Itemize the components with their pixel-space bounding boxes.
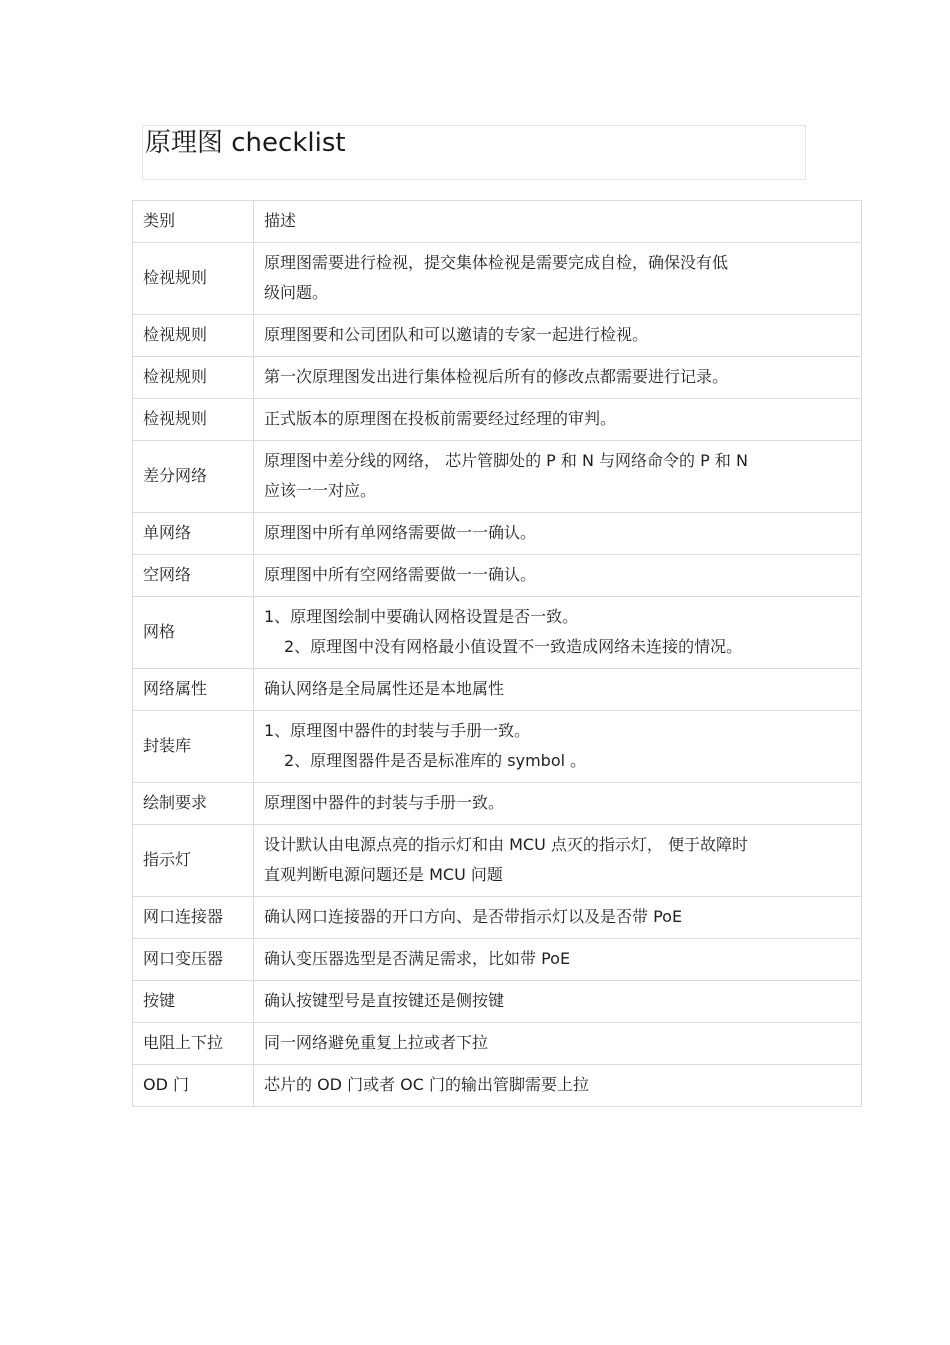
row-description	[254, 597, 862, 669]
row-category: 指示灯	[133, 825, 254, 897]
row-description	[254, 399, 862, 441]
row-category: 绘制要求	[133, 783, 254, 825]
row-description	[254, 711, 862, 783]
row-category: 检视规则	[133, 315, 254, 357]
description-line: 原理图需要进行检视，提交集体检视是需要完成自检，确保没有低	[264, 253, 729, 272]
row-description	[254, 513, 862, 555]
row-category: 电阻上下拉	[133, 1023, 254, 1065]
description-line: 2、原理图中没有网格最小值设置不一致造成网络未连接的情况。	[284, 637, 743, 656]
document-title: 原理图 checklist	[145, 128, 346, 158]
row-description	[254, 939, 862, 981]
row-description	[254, 357, 862, 399]
row-category: 检视规则	[133, 399, 254, 441]
table-row	[133, 597, 862, 669]
row-description	[254, 783, 862, 825]
row-description	[254, 1023, 862, 1065]
row-category: 差分网络	[133, 441, 254, 513]
row-category: OD 门	[133, 1065, 254, 1107]
table-header-row	[133, 201, 862, 243]
description-line: 确认按键型号是直按键还是侧按键	[264, 991, 505, 1010]
row-category: 按键	[133, 981, 254, 1023]
row-category: 检视规则	[133, 243, 254, 315]
row-category: 网络属性	[133, 669, 254, 711]
table-row	[133, 555, 862, 597]
row-description	[254, 825, 862, 897]
header-description: 描述	[254, 201, 862, 243]
description-line: 1、原理图绘制中要确认网格设置是否一致。	[264, 607, 579, 626]
description-line: 直观判断电源问题还是 MCU 问题	[264, 865, 503, 884]
description-line: 级问题。	[264, 283, 329, 302]
description-line: 2、原理图器件是否是标准库的 symbol 。	[284, 751, 587, 770]
table-row	[133, 825, 862, 897]
table-row	[133, 711, 862, 783]
description-line: 确认网口连接器的开口方向、是否带指示灯以及是否带 PoE	[264, 907, 683, 926]
description-line: 第一次原理图发出进行集体检视后所有的修改点都需要进行记录。	[264, 367, 729, 386]
row-description	[254, 441, 862, 513]
table-row	[133, 315, 862, 357]
row-category: 网口连接器	[133, 897, 254, 939]
description-line: 确认网络是全局属性还是本地属性	[264, 679, 505, 698]
row-description	[254, 669, 862, 711]
description-line: 原理图中所有空网络需要做一一确认。	[264, 565, 537, 584]
row-category: 检视规则	[133, 357, 254, 399]
header-category: 类别	[133, 201, 254, 243]
table-row	[133, 1065, 862, 1107]
row-category: 空网络	[133, 555, 254, 597]
description-line: 原理图中所有单网络需要做一一确认。	[264, 523, 537, 542]
checklist-table	[132, 200, 862, 1107]
title-box	[142, 125, 806, 180]
row-description	[254, 1065, 862, 1107]
table-row	[133, 399, 862, 441]
row-category: 封装库	[133, 711, 254, 783]
table-row	[133, 669, 862, 711]
table-row	[133, 357, 862, 399]
row-description	[254, 243, 862, 315]
table-row	[133, 441, 862, 513]
row-category: 网格	[133, 597, 254, 669]
table-row	[133, 243, 862, 315]
table-row	[133, 783, 862, 825]
description-line: 原理图中器件的封装与手册一致。	[264, 793, 505, 812]
description-line: 同一网络避免重复上拉或者下拉	[264, 1033, 489, 1052]
row-category: 单网络	[133, 513, 254, 555]
table-row	[133, 513, 862, 555]
description-line: 原理图要和公司团队和可以邀请的专家一起进行检视。	[264, 325, 649, 344]
row-category: 网口变压器	[133, 939, 254, 981]
table-row	[133, 981, 862, 1023]
table-row	[133, 897, 862, 939]
description-line: 芯片的 OD 门或者 OC 门的输出管脚需要上拉	[264, 1075, 590, 1094]
description-line: 设计默认由电源点亮的指示灯和由 MCU 点灭的指示灯， 便于故障时	[264, 835, 748, 854]
description-line: 确认变压器选型是否满足需求，比如带 PoE	[264, 949, 571, 968]
table-row	[133, 939, 862, 981]
description-line: 应该一一对应。	[264, 481, 377, 500]
description-line: 原理图中差分线的网络， 芯片管脚处的 P 和 N 与网络命令的 P 和 N	[264, 451, 748, 470]
description-line: 1、原理图中器件的封装与手册一致。	[264, 721, 531, 740]
row-description	[254, 315, 862, 357]
row-description	[254, 555, 862, 597]
description-line: 正式版本的原理图在投板前需要经过经理的审判。	[264, 409, 617, 428]
row-description	[254, 981, 862, 1023]
row-description	[254, 897, 862, 939]
checklist-table-body	[133, 201, 862, 1107]
table-row	[133, 1023, 862, 1065]
